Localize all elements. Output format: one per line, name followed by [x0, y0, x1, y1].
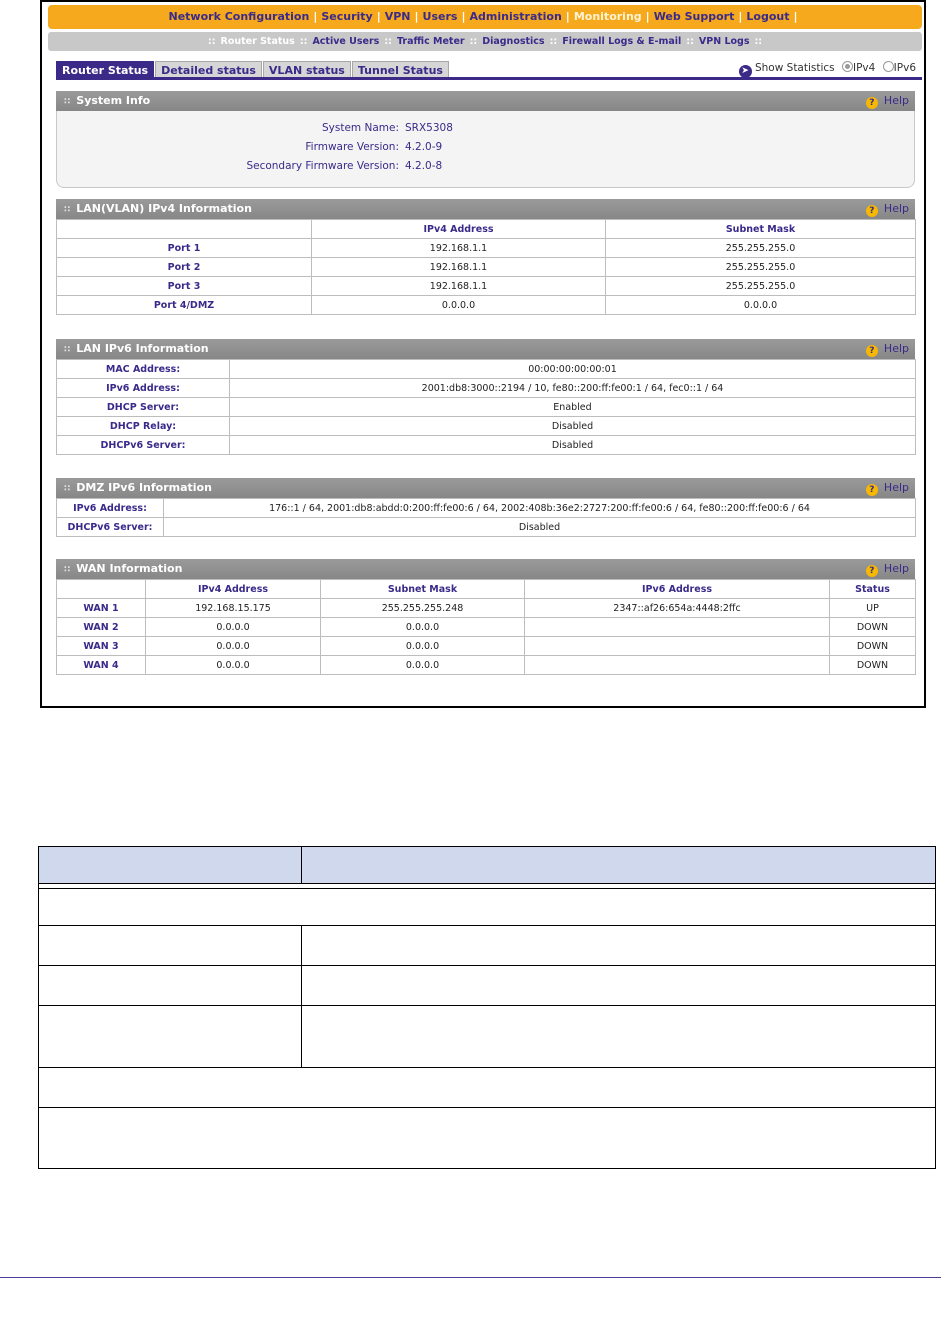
column-header: IPv4 Address [146, 580, 321, 599]
table-cell: 0.0.0.0 [312, 296, 606, 315]
section-title: DMZ IPv6 Information [76, 481, 212, 494]
submenu-vpn-logs[interactable]: VPN Logs [698, 36, 750, 47]
row-label: WAN 1 [57, 599, 146, 618]
firmware-row [169, 141, 442, 153]
doc-cell [39, 889, 936, 926]
menu-separator: | [414, 10, 419, 23]
help-icon: ? [866, 345, 878, 357]
page-footer-rule [0, 1277, 941, 1278]
row-label: Port 2 [57, 258, 312, 277]
submenu-separator: :: [686, 36, 694, 47]
menu-separator: | [793, 10, 798, 23]
table-row [57, 258, 916, 277]
doc-table-row [39, 1006, 936, 1068]
column-header: Subnet Mask [606, 220, 916, 239]
submenu [48, 32, 922, 51]
menu-separator: | [461, 10, 466, 23]
table-cell: Enabled [230, 398, 916, 417]
menu-web-support[interactable]: Web Support [653, 10, 735, 23]
section-title: WAN Information [76, 562, 183, 575]
submenu-separator: :: [207, 36, 216, 47]
table-cell: 0.0.0.0 [146, 656, 321, 675]
status-tabs [56, 60, 450, 77]
secondary-firmware-value: 4.2.0-8 [405, 160, 443, 172]
menu-vpn[interactable]: VPN [384, 10, 411, 23]
section-title: System Info [76, 94, 151, 107]
table-cell: 192.168.1.1 [312, 277, 606, 296]
row-label: WAN 3 [57, 637, 146, 656]
doc-cell [39, 1006, 302, 1068]
tab-vlan-status[interactable]: VLAN status [263, 61, 351, 79]
table-cell: 192.168.15.175 [146, 599, 321, 618]
table-row [57, 398, 916, 417]
table-cell: 192.168.1.1 [312, 239, 606, 258]
table-cell: 192.168.1.1 [312, 258, 606, 277]
document-table [38, 846, 936, 1169]
grip-icon: ∷ [64, 97, 71, 107]
column-header: Subnet Mask [321, 580, 525, 599]
table-cell [525, 618, 830, 637]
column-header: IPv6 Address [525, 580, 830, 599]
grip-icon: ∷ [64, 345, 71, 355]
section-header [56, 339, 915, 359]
section-header [56, 199, 915, 219]
table-row [57, 599, 916, 618]
doc-cell [39, 1068, 936, 1108]
table-cell [525, 637, 830, 656]
help-link[interactable]: ? Help [866, 478, 909, 498]
doc-header-cell [39, 847, 302, 884]
help-link[interactable]: ? Help [866, 339, 909, 359]
table-header-row [57, 220, 916, 239]
table-cell: 2001:db8:3000::2194 / 10, fe80::200:ff:fe00:1 / 64, fec0::1 / 64 [230, 379, 916, 398]
submenu-firewall-logs[interactable]: Firewall Logs & E-mail [562, 36, 682, 47]
table-cell: Disabled [230, 436, 916, 455]
doc-table-row [39, 1108, 936, 1169]
submenu-separator: :: [469, 36, 478, 47]
submenu-active-users[interactable]: Active Users [312, 36, 380, 47]
dmz-ipv6-table [56, 498, 916, 537]
help-link[interactable]: ? Help [866, 91, 909, 111]
submenu-router-status[interactable]: Router Status [220, 36, 295, 47]
column-header: Status [830, 580, 916, 599]
help-icon: ? [866, 205, 878, 217]
table-cell: 00:00:00:00:00:01 [230, 360, 916, 379]
system-info-section [56, 91, 915, 188]
help-icon: ? [866, 484, 878, 496]
table-row [57, 618, 916, 637]
system-name-value: SRX5308 [405, 122, 453, 134]
doc-table-row [39, 926, 936, 966]
lan-ipv6-table [56, 359, 916, 455]
row-label: WAN 2 [57, 618, 146, 637]
help-icon: ? [866, 97, 878, 109]
table-cell: 255.255.255.0 [606, 277, 916, 296]
table-cell: 0.0.0.0 [321, 637, 525, 656]
row-label: WAN 4 [57, 656, 146, 675]
tab-router-status[interactable]: Router Status [56, 61, 154, 79]
arrow-right-icon[interactable]: ➤ [739, 65, 752, 78]
table-row [57, 239, 916, 258]
table-row [57, 499, 916, 518]
table-cell: 0.0.0.0 [321, 618, 525, 637]
doc-cell [39, 926, 302, 966]
secondary-firmware-label: Secondary Firmware Version: [246, 160, 399, 172]
row-label: MAC Address: [57, 360, 230, 379]
dmz-ipv6-section [56, 478, 915, 537]
ipv6-radio-label: IPv6 [893, 62, 916, 74]
doc-table-row [39, 966, 936, 1006]
table-cell: 0.0.0.0 [146, 637, 321, 656]
table-row [57, 296, 916, 315]
table-row [57, 360, 916, 379]
show-statistics-control [739, 61, 916, 78]
ipv6-radio[interactable] [883, 61, 894, 72]
menu-logout[interactable]: Logout [746, 10, 790, 23]
table-row [57, 637, 916, 656]
submenu-separator: :: [299, 36, 308, 47]
router-ui-screenshot [40, 0, 926, 708]
system-name-label: System Name: [321, 122, 399, 134]
doc-cell [39, 1108, 936, 1169]
menu-separator: | [313, 10, 318, 23]
table-cell: 0.0.0.0 [321, 656, 525, 675]
column-header [57, 220, 312, 239]
row-label: IPv6 Address: [57, 499, 164, 518]
doc-cell [302, 926, 936, 966]
lan-ipv4-table [56, 219, 916, 315]
menu-network-configuration[interactable]: Network Configuration [168, 10, 310, 23]
table-cell: 0.0.0.0 [606, 296, 916, 315]
ipv4-radio-label: IPv4 [853, 62, 876, 74]
table-header-row [57, 580, 916, 599]
doc-cell [302, 1006, 936, 1068]
doc-cell [302, 966, 936, 1006]
submenu-traffic-meter[interactable]: Traffic Meter [396, 36, 465, 47]
grip-icon: ∷ [64, 484, 71, 494]
submenu-separator: :: [384, 36, 392, 47]
menu-security[interactable]: Security [321, 10, 373, 23]
submenu-separator: :: [549, 36, 558, 47]
table-row [57, 656, 916, 675]
doc-table-header [39, 847, 936, 884]
status-cell: DOWN [830, 618, 916, 637]
menu-administration[interactable]: Administration [469, 10, 562, 23]
submenu-separator: :: [754, 36, 763, 47]
lan-ipv4-section [56, 199, 915, 315]
menu-separator: | [376, 10, 381, 23]
table-cell: 255.255.255.0 [606, 239, 916, 258]
row-label: DHCPv6 Server: [57, 436, 230, 455]
table-row [57, 417, 916, 436]
doc-cell [39, 966, 302, 1006]
tab-tunnel-status[interactable]: Tunnel Status [352, 61, 449, 79]
ipv4-radio[interactable] [842, 61, 853, 72]
column-header: IPv4 Address [312, 220, 606, 239]
section-title: LAN IPv6 Information [76, 342, 209, 355]
grip-icon: ∷ [64, 565, 71, 575]
row-label: DHCP Server: [57, 398, 230, 417]
menu-monitoring[interactable]: Monitoring [573, 10, 642, 23]
row-label: Port 4/DMZ [57, 296, 312, 315]
table-cell: 0.0.0.0 [146, 618, 321, 637]
row-label: Port 1 [57, 239, 312, 258]
section-header [56, 91, 915, 111]
table-row [57, 436, 916, 455]
table-cell: 176::1 / 64, 2001:db8:abdd:0:200:ff:fe00:6 / 64, 2002:408b:36e2:2727:200:ff:fe00:6 / 64, fe80::200:ff:fe00:6 / 64 [164, 499, 916, 518]
column-header [57, 580, 146, 599]
tab-detailed-status[interactable]: Detailed status [155, 61, 262, 79]
row-label: DHCP Relay: [57, 417, 230, 436]
row-label: Port 3 [57, 277, 312, 296]
table-row [57, 518, 916, 537]
help-link[interactable]: ? Help [866, 559, 909, 579]
wan-section [56, 559, 915, 675]
system-name-row [169, 122, 453, 134]
system-info-body [56, 111, 915, 188]
section-title: LAN(VLAN) IPv4 Information [76, 202, 252, 215]
doc-header-cell [302, 847, 936, 884]
table-cell: 255.255.255.248 [321, 599, 525, 618]
section-header [56, 478, 915, 498]
grip-icon: ∷ [64, 205, 71, 215]
firmware-label: Firmware Version: [305, 141, 399, 153]
table-row [57, 277, 916, 296]
table-cell: Disabled [164, 518, 916, 537]
help-link[interactable]: ? Help [866, 199, 909, 219]
secondary-firmware-row [169, 160, 442, 172]
submenu-diagnostics[interactable]: Diagnostics [482, 36, 545, 47]
status-cell: DOWN [830, 637, 916, 656]
menu-separator: | [565, 10, 570, 23]
wan-table [56, 579, 916, 675]
table-cell [525, 656, 830, 675]
status-cell: DOWN [830, 656, 916, 675]
row-label: DHCPv6 Server: [57, 518, 164, 537]
section-header [56, 559, 915, 579]
row-label: IPv6 Address: [57, 379, 230, 398]
main-menu [48, 5, 922, 29]
menu-separator: | [738, 10, 743, 23]
firmware-value: 4.2.0-9 [405, 141, 443, 153]
menu-users[interactable]: Users [422, 10, 458, 23]
status-cell: UP [830, 599, 916, 618]
help-icon: ? [866, 565, 878, 577]
doc-table-row [39, 889, 936, 926]
menu-separator: | [645, 10, 650, 23]
table-row [57, 379, 916, 398]
lan-ipv6-section [56, 339, 915, 455]
table-cell: 2347::af26:654a:4448:2ffc [525, 599, 830, 618]
table-cell: 255.255.255.0 [606, 258, 916, 277]
doc-table-row [39, 1068, 936, 1108]
table-cell: Disabled [230, 417, 916, 436]
show-statistics-link[interactable]: Show Statistics [754, 62, 835, 74]
